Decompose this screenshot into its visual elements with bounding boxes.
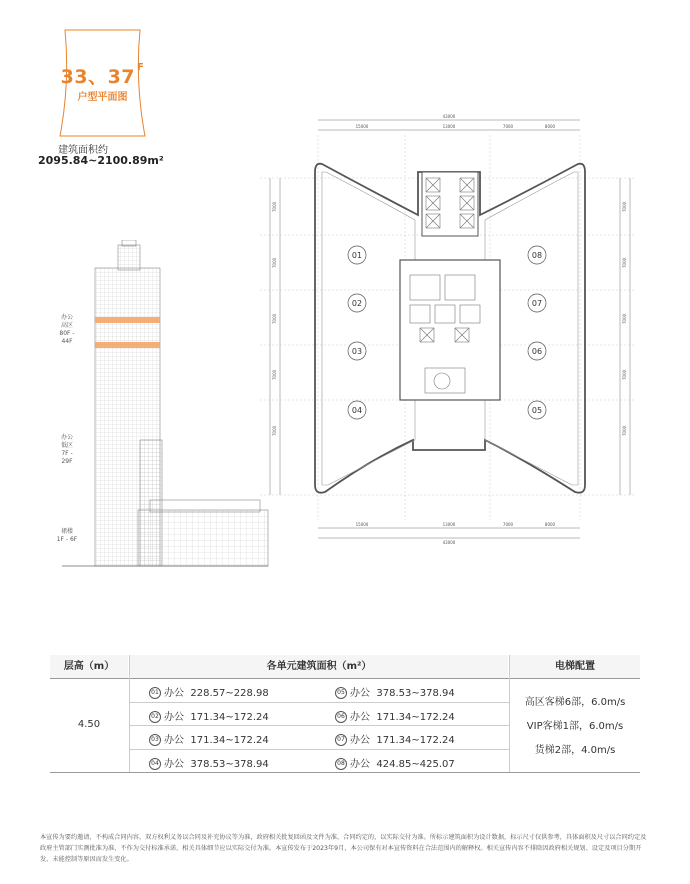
dim-bottom-1: 15000 xyxy=(355,522,369,527)
floor-numbers: 33、37 $^F$ xyxy=(60,62,145,88)
unit-02: 02 xyxy=(351,299,363,308)
dim-left-4: 7000 xyxy=(272,369,277,380)
unit-08: 08 xyxy=(531,251,543,260)
header-floor-height: 层高（m） xyxy=(50,655,128,678)
highlight-floor-33 xyxy=(95,317,160,323)
elevator-vip: VIP客梯1部，6.0m/s xyxy=(526,721,624,732)
dim-left-1: 7000 xyxy=(272,201,277,212)
dim-bottom-4: 8000 xyxy=(544,522,556,527)
unit-row-04: 04 办公 378.53~378.94 xyxy=(149,755,269,770)
dim-bottom-2: 13000 xyxy=(442,522,456,527)
unit-06: 06 xyxy=(531,347,543,356)
dim-top-3: 7000 xyxy=(502,124,514,129)
dim-right-4: 7000 xyxy=(622,369,627,380)
unit-04: 04 xyxy=(351,406,363,415)
unit-row-03: 03 办公 171.34~172.24 xyxy=(149,731,269,746)
unit-row-01: 01 办公 228.57~228.98 xyxy=(149,684,269,699)
building-elevation xyxy=(60,240,270,570)
plan-subtitle: 户型平面图 xyxy=(77,92,128,103)
dim-bottom-total: 43000 xyxy=(442,540,456,545)
dim-right-2: 7000 xyxy=(622,257,627,268)
area-label: 建筑面积约 xyxy=(58,145,108,156)
dim-right-3: 7000 xyxy=(622,313,627,324)
zone-podium: 裙楼 1F - 6F xyxy=(56,528,78,543)
elevator-high: 高区客梯6部，6.0m/s xyxy=(524,697,626,708)
unit-row-07: 07 办公 171.34~172.24 xyxy=(335,731,455,746)
unit-07: 07 xyxy=(531,299,543,308)
dim-top-1: 15000 xyxy=(355,124,369,129)
zone-low: 办公 低区 7F - 29F xyxy=(60,434,73,465)
header-elevator: 电梯配置 xyxy=(510,655,640,678)
unit-row-05: 05 办公 378.53~378.94 xyxy=(335,684,455,699)
spec-table xyxy=(50,655,640,773)
zone-high: 办公 高区 80F - 44F xyxy=(59,314,75,345)
dim-left-2: 7000 xyxy=(272,257,277,268)
unit-row-06: 06 办公 171.34~172.24 xyxy=(335,708,455,723)
dim-top-4: 8000 xyxy=(544,124,556,129)
dim-bottom-3: 7000 xyxy=(502,522,514,527)
elevator-freight: 货梯2部，4.0m/s xyxy=(534,745,616,756)
highlight-floor-37 xyxy=(95,342,160,348)
floor-height-value: 4.50 xyxy=(77,719,101,730)
dim-right-1: 7000 xyxy=(622,201,627,212)
dim-right-5: 7000 xyxy=(622,425,627,436)
dim-left-5: 7000 xyxy=(272,425,277,436)
unit-01: 01 xyxy=(351,251,363,260)
header-unit-area: 各单元建筑面积（m²） xyxy=(130,655,508,678)
dim-top-2: 13000 xyxy=(442,124,456,129)
dim-top-total: 43000 xyxy=(442,114,456,119)
unit-row-08: 08 办公 424.85~425.07 xyxy=(335,755,455,770)
unit-03: 03 xyxy=(351,347,363,356)
dim-left-3: 7000 xyxy=(272,313,277,324)
area-value: 2095.84~2100.89m² xyxy=(38,154,164,167)
floor-plan xyxy=(250,100,640,560)
unit-05: 05 xyxy=(531,406,543,415)
disclaimer: 本宣传为要约邀请，不构成合同内容，双方权利义务以合同及补充协议等为准，政府相关批复回函及文件为准，合同约定的，以实际交付为准。所标示建筑面积为设计数据，标示尺寸仅供参考，具体面积及尺寸以合同约定及政府主管部门实测批准为准，不作为交付标准承诺，相关具体细节应以实际交付为准。本宣传发布于2023年9月，本公司保有对本宣传资料在合法范围内的解释权。相关宣传内容不排除因政府相关规划、设定及项目分期开发、未能控制等原因而发生变化。 xyxy=(40,834,647,863)
unit-row-02: 02 办公 171.34~172.24 xyxy=(149,708,269,723)
